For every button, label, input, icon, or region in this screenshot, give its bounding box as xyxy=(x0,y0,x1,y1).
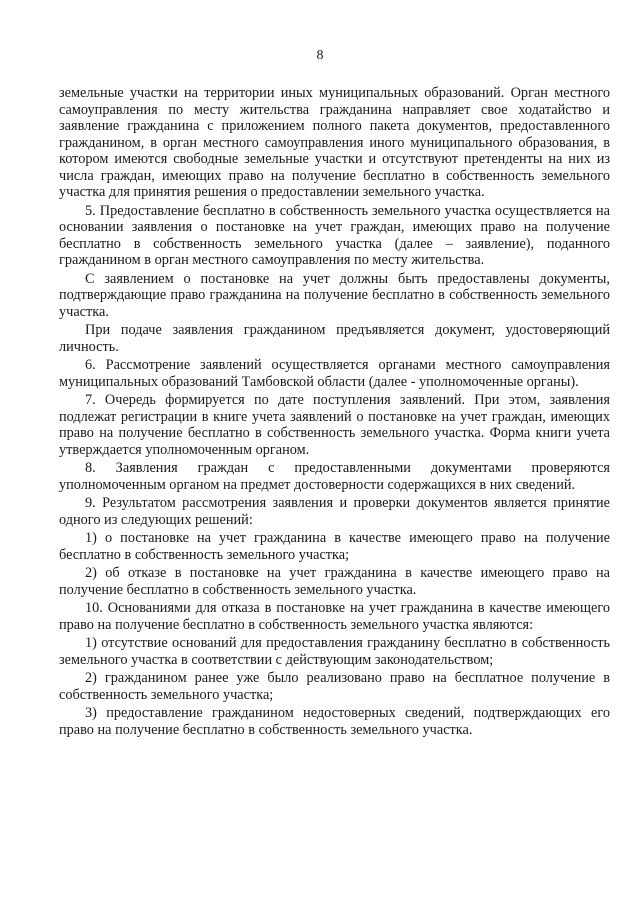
document-body xyxy=(59,85,610,740)
paragraph-item-6: 6. Рассмотрение заявлений осуществляется органами местного самоуправления муниципальных образований Тамбовской области (далее - уполномоченные органы). xyxy=(59,357,610,390)
paragraph-item-9-1: 1) о постановке на учет гражданина в качестве имеющего право на получение бесплатно в собственность земельного участка; xyxy=(59,530,610,563)
paragraph-item-9-2: 2) об отказе в постановке на учет гражданина в качестве имеющего право на получение бесплатно в собственность земельного участка. xyxy=(59,565,610,598)
paragraph-item-10: 10. Основаниями для отказа в постановке на учет гражданина в качестве имеющего право на получение бесплатно в собственность земельного участка являются: xyxy=(59,600,610,633)
paragraph-documents: С заявлением о постановке на учет должны быть предоставлены документы, подтверждающие право гражданина на получение бесплатно в собственность земельного участка. xyxy=(59,270,610,320)
paragraph-item-9: 9. Результатом рассмотрения заявления и проверки документов является принятие одного из следующих решений: xyxy=(59,495,610,528)
paragraph-item-5: 5. Предоставление бесплатно в собственность земельного участка осуществляется на основании заявления о постановке на учет граждан, имеющих право на получение бесплатно в собственность земельного участка (далее – заявление), поданного гражданином в орган местного самоуправления по месту жительства. xyxy=(59,202,610,268)
paragraph-identity-document: При подаче заявления гражданином предъявляется документ, удостоверяющий личность. xyxy=(59,322,610,355)
paragraph-item-8: 8. Заявления граждан с предоставленными документами проверяются уполномоченным органом на предмет достоверности содержащихся в них сведений. xyxy=(59,460,610,493)
paragraph-item-10-3: 3) предоставление гражданином недостоверных сведений, подтверждающих его право на получение бесплатно в собственность земельного участка. xyxy=(59,705,610,738)
page-number: 8 xyxy=(316,48,324,63)
paragraph-item-10-2: 2) гражданином ранее уже было реализовано право на бесплатное получение в собственность земельного участка; xyxy=(59,670,610,703)
paragraph-continuation: земельные участки на территории иных муниципальных образований. Орган местного самоуправления по месту жительства гражданина направляет свое ходатайство и заявление гражданина с приложением полного пакета документов, предоставленного гражданином, в орган местного самоуправления иного муниципального образования, в котором имеются свободные земельные участки и отсутствуют претенденты на них из числа граждан, имеющих право на получение бесплатно в собственность земельного участка для принятия решения о предоставлении земельного участка. xyxy=(59,85,610,200)
paragraph-item-10-1: 1) отсутствие оснований для предоставления гражданину бесплатно в собственность земельного участка в соответствии с действующим законодательством; xyxy=(59,635,610,668)
paragraph-item-7: 7. Очередь формируется по дате поступления заявлений. При этом, заявления подлежат регистрации в книге учета заявлений о постановке на учет граждан, имеющих право на получение бесплатно в собственность земельного участка. Форма книги учета утверждается уполномоченным органом. xyxy=(59,392,610,458)
